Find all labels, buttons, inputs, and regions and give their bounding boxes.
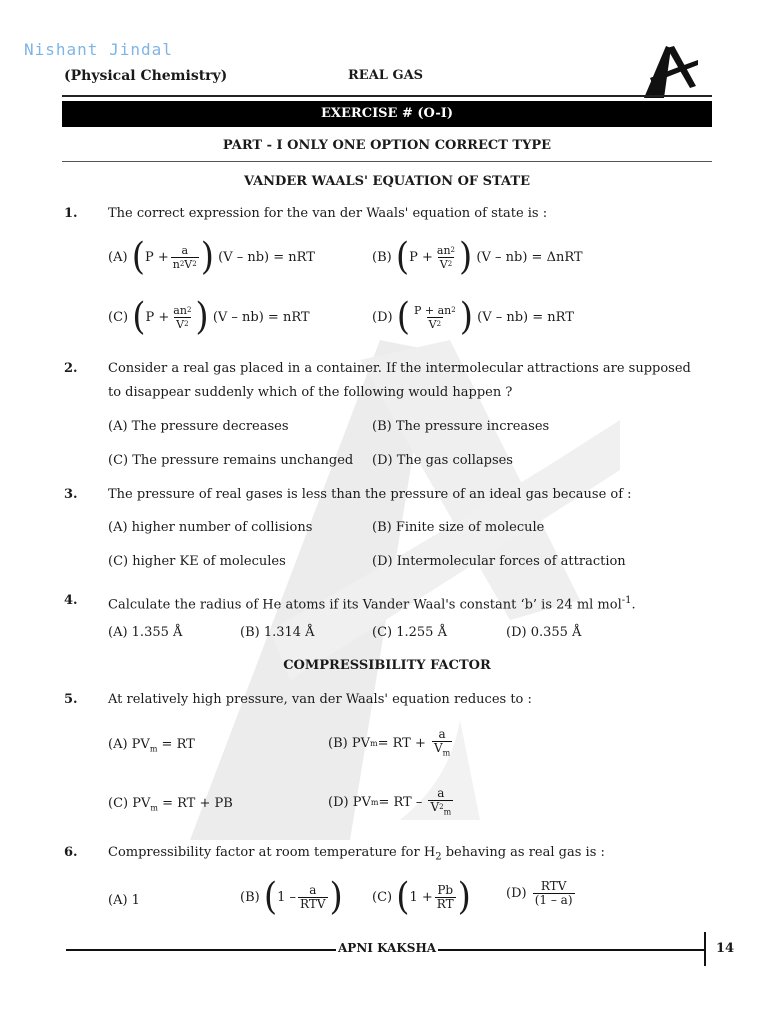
question-text-2: Consider a real gas placed in a container. If the intermolecular attractions are supposed to disappear suddenly which of the following would happen ? <box>108 361 691 400</box>
q2-option-d[interactable]: (D) The gas collapses <box>372 453 513 468</box>
q4-option-c[interactable]: (C) 1.255 Å <box>372 625 447 640</box>
part-rule <box>62 161 712 162</box>
header-subject: (Physical Chemistry) <box>64 68 228 84</box>
section-title-compressibility: COMPRESSIBILITY FACTOR <box>283 658 491 673</box>
q5-option-c[interactable]: (C) $PV_m$ = RT + PB <box>108 796 233 813</box>
question-number-6: 6. <box>64 845 78 860</box>
q6-option-b[interactable]: (B) ( 1 – $\frac{a}{\text{RTV}}$ ) <box>240 875 343 919</box>
footer-divider <box>704 932 706 966</box>
exercise-title: EXERCISE # (O-I) <box>62 101 712 127</box>
part-title: PART - I ONLY ONE OPTION CORRECT TYPE <box>222 138 552 153</box>
header-rule <box>62 95 712 97</box>
question-text-3: The pressure of real gases is less than the pressure of an ideal gas because of : <box>108 487 632 502</box>
footer-brand: APNI KAKSHA <box>338 941 437 955</box>
q4-option-b[interactable]: (B) 1.314 Å <box>240 625 315 640</box>
question-text-5: At relatively high pressure, van der Waals' equation reduces to : <box>108 692 532 707</box>
q3-option-c[interactable]: (C) higher KE of molecules <box>108 554 286 569</box>
q1-option-c[interactable]: (C) ( P + $\frac{an^2}{V^2}$ ) (V – nb) = nRT <box>108 295 310 339</box>
q3-option-a[interactable]: (A) higher number of collisions <box>108 520 313 535</box>
question-text-4: Calculate the radius of He atoms if its Vander Waal's constant ‘b’ is 24 ml mol$^{-1}$. <box>108 595 636 613</box>
q1-option-b[interactable]: (B) ( P + $\frac{an^2}{V^2}$ ) (V – nb) = ΔnRT <box>372 235 583 279</box>
q6-option-c[interactable]: (C) ( 1 + $\frac{Pb}{RT}$ ) <box>372 875 471 919</box>
q2-option-c[interactable]: (C) The pressure remains unchanged <box>108 453 354 468</box>
q1-option-a[interactable]: (A) ( P + $\frac{a}{n^2V^2}$ ) (V – nb) = nRT <box>108 235 315 279</box>
q6-option-a[interactable]: (A) 1 <box>108 893 140 908</box>
q5-option-b[interactable]: (B) PV m = RT + $\frac{a}{V_m}$ <box>328 727 451 758</box>
page-number: 14 <box>716 941 735 956</box>
question-number-5: 5. <box>64 692 78 707</box>
section-title-vdw: VANDER WAALS' EQUATION OF STATE <box>244 174 530 189</box>
q3-option-b[interactable]: (B) Finite size of molecule <box>372 520 545 535</box>
brand-logo <box>640 42 700 100</box>
q4-option-d[interactable]: (D) 0.355 Å <box>506 625 582 640</box>
question-text-6: Compressibility factor at room temperature for $H_2$ behaving as real gas is : <box>108 845 605 863</box>
header-chapter: REAL GAS <box>348 68 424 83</box>
q1-option-d[interactable]: (D) ( $\frac{P + an^2}{V^2}$ ) (V – nb) = nRT <box>372 295 574 339</box>
q5-option-a[interactable]: (A) $PV_m$ = RT <box>108 737 195 754</box>
q6-option-d[interactable]: (D) $\frac{\text{RTV}}{(1 - a)}$ <box>506 879 573 907</box>
q2-option-b[interactable]: (B) The pressure increases <box>372 419 550 434</box>
q4-option-a[interactable]: (A) 1.355 Å <box>108 625 183 640</box>
question-number-1: 1. <box>64 206 78 221</box>
question-number-3: 3. <box>64 487 78 502</box>
q5-option-d[interactable]: (D) PV m = RT – $\frac{a}{V^2_m}$ <box>328 786 452 817</box>
q2-option-a[interactable]: (A) The pressure decreases <box>108 419 289 434</box>
question-number-4: 4. <box>64 593 78 608</box>
q3-option-d[interactable]: (D) Intermolecular forces of attraction <box>372 554 626 569</box>
question-text-1: The correct expression for the van der Waals' equation of state is : <box>108 206 548 221</box>
question-number-2: 2. <box>64 361 78 376</box>
watermark-name: Nishant Jindal <box>24 40 173 59</box>
